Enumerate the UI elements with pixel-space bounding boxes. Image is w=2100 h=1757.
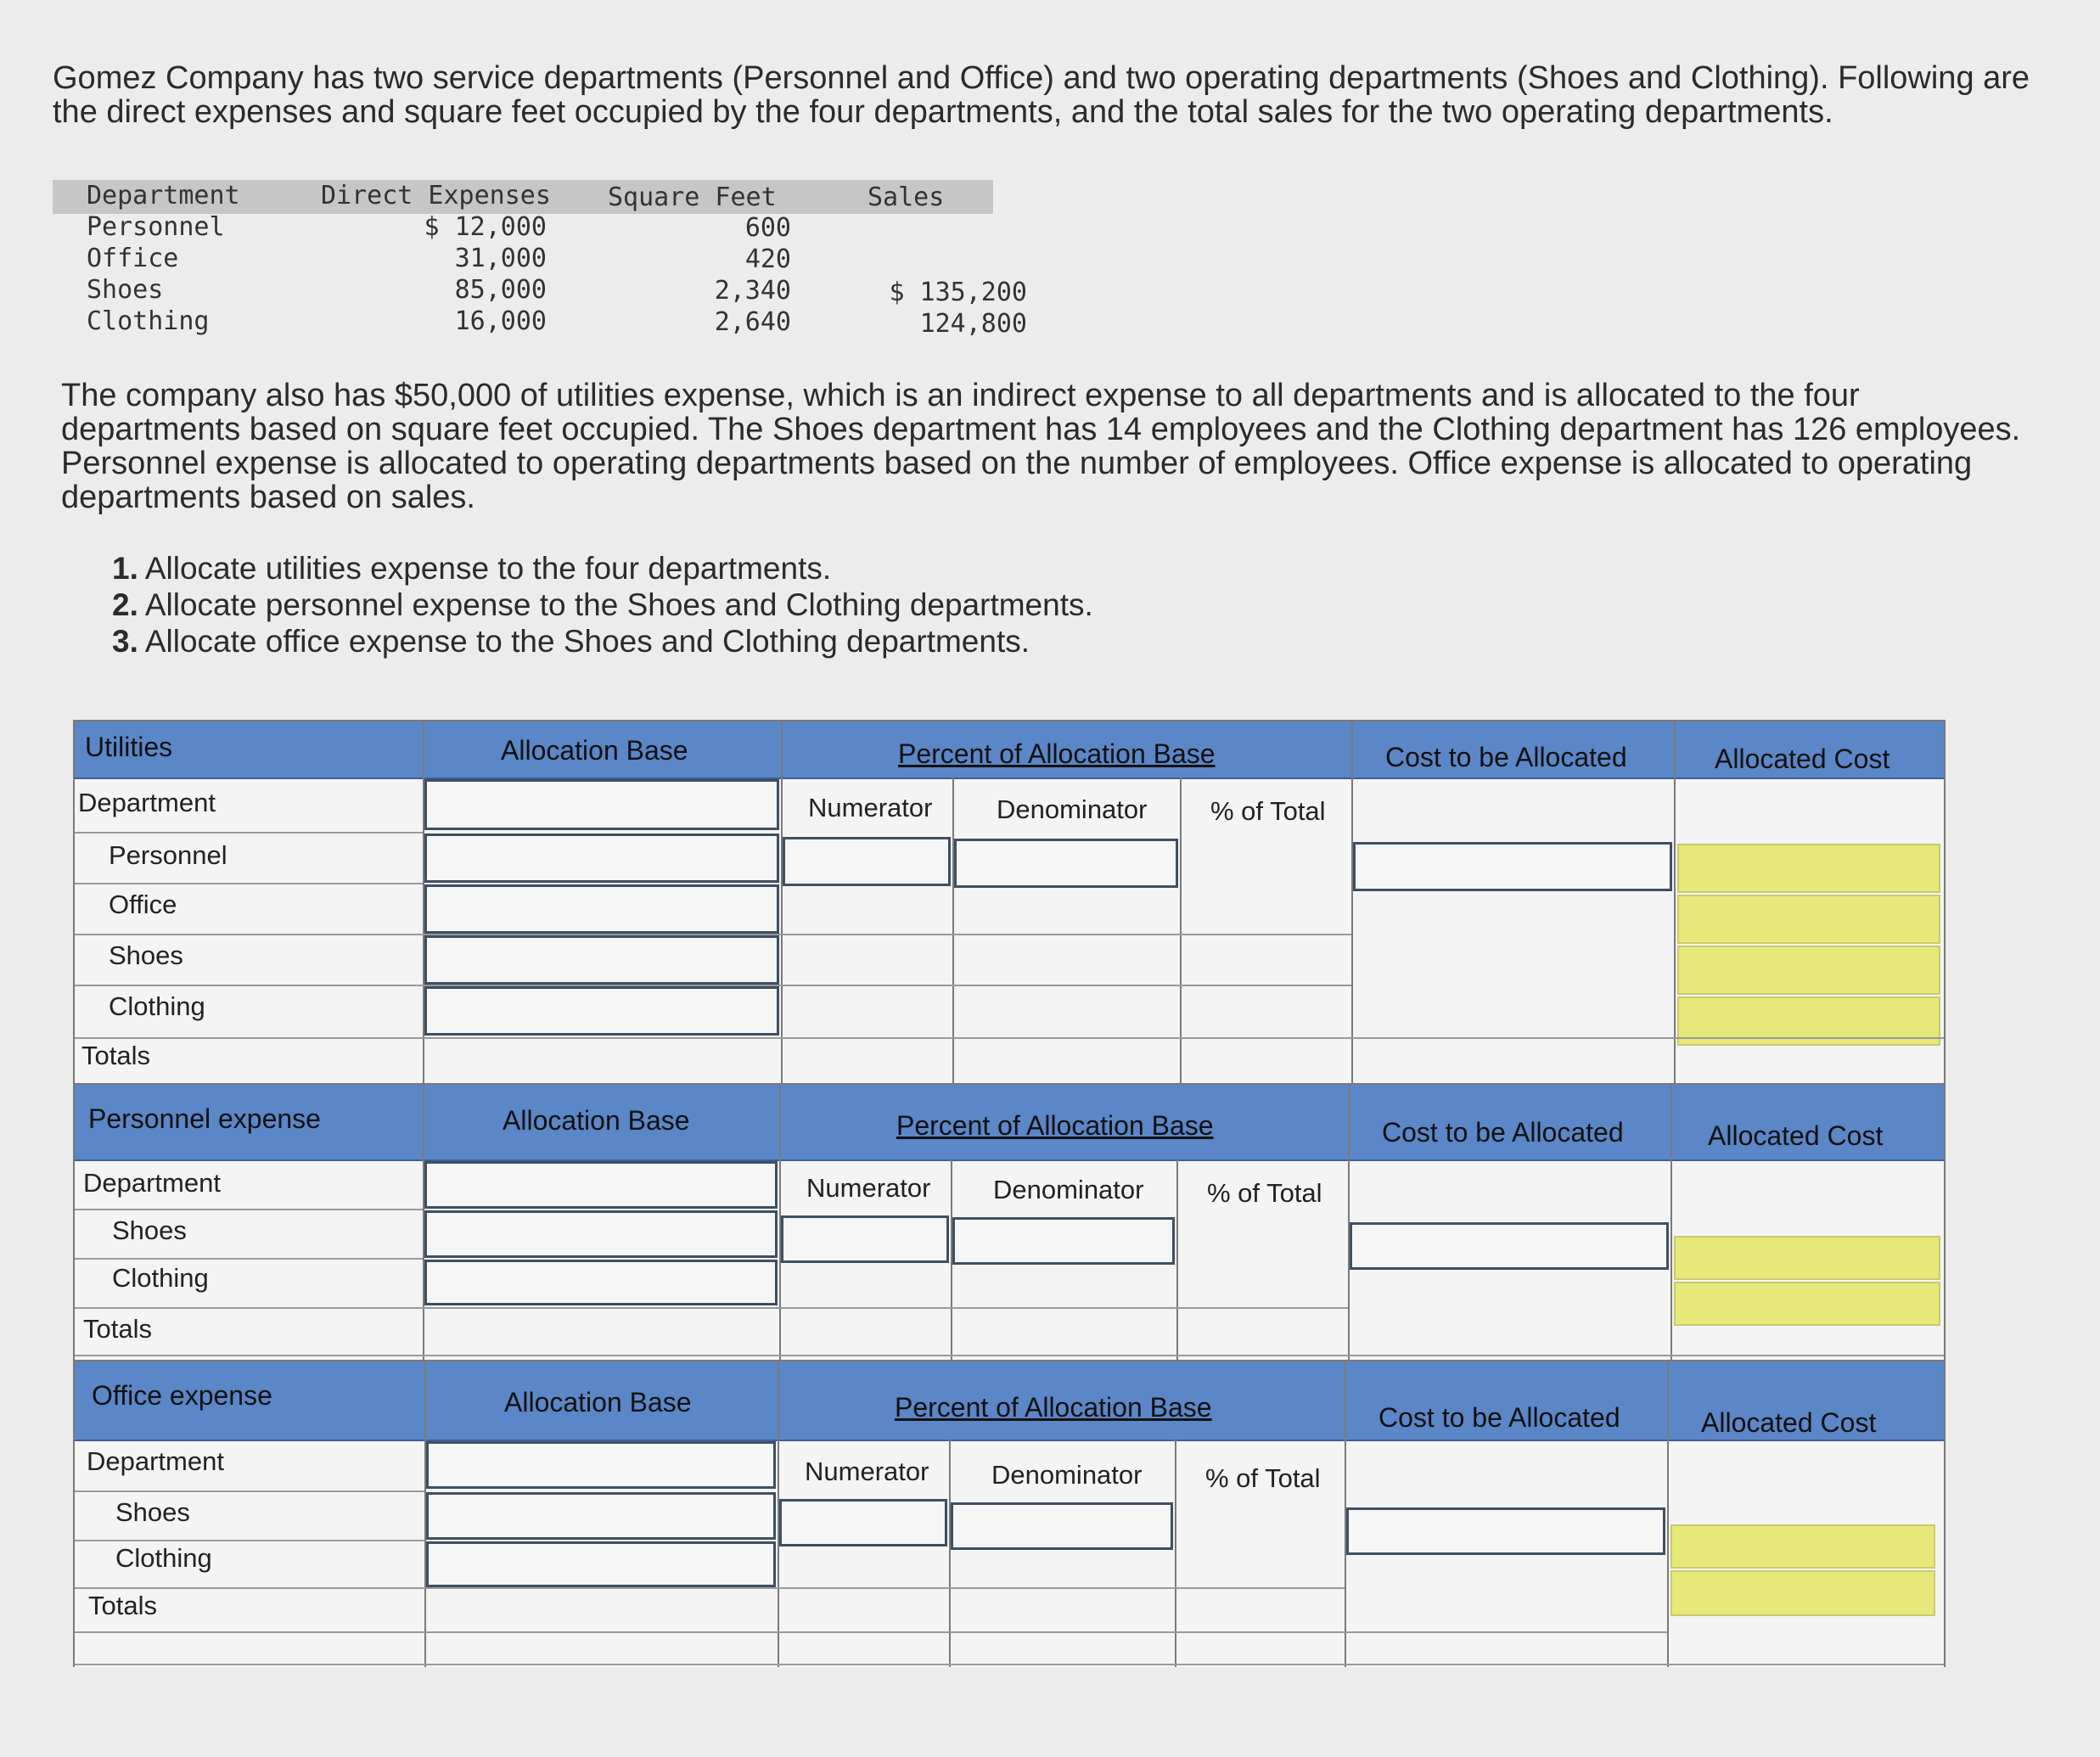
allocated-cost-output [1674, 1282, 1940, 1326]
allocation-base-input[interactable] [424, 1210, 778, 1258]
denominator-input[interactable] [951, 1502, 1173, 1550]
department-label: Department [83, 1168, 221, 1198]
row-direct-expenses: $ 12,000 [424, 212, 547, 242]
allocation-base-header: Allocation Base [501, 735, 688, 766]
section-header-band [75, 721, 1944, 779]
allocation-base-input[interactable] [424, 935, 779, 985]
numerator-label: Numerator [806, 1173, 931, 1203]
allocation-base-input[interactable] [424, 779, 779, 830]
dept-row-label: Shoes [109, 940, 183, 970]
dept-row-label: Shoes [115, 1497, 190, 1527]
dept-row-label: Clothing [115, 1543, 212, 1573]
row-direct-expenses: 16,000 [454, 306, 547, 336]
allocated-cost-output [1677, 844, 1940, 893]
task-number: 3. [112, 624, 138, 659]
dept-row-label: Clothing [109, 991, 205, 1021]
header-direct-expenses: Direct Expenses [321, 181, 551, 211]
denominator-label: Denominator [997, 794, 1148, 824]
allocated-cost-output [1670, 1524, 1935, 1569]
allocation-base-input[interactable] [426, 1492, 776, 1540]
dept-row-label: Personnel [109, 840, 227, 870]
allocated-cost-output [1677, 895, 1940, 944]
row-department: Shoes [87, 275, 164, 305]
numerator-label: Numerator [805, 1457, 929, 1486]
dept-row-label: Office [109, 890, 177, 919]
header-sales: Sales [868, 182, 945, 212]
row-sales: 124,800 [919, 309, 1027, 339]
pct-total-label: % of Total [1210, 796, 1326, 826]
intro-paragraph: Gomez Company has two service departments (Personnel and Office) and two operating departments (Shoes and Clothing). Following are the direct expenses and square feet occupied by the four departments, and the total sales for the two operating departments. [53, 60, 2030, 130]
section-title: Office expense [92, 1380, 272, 1411]
section-title: Utilities [85, 732, 173, 762]
numerator-input[interactable] [779, 1499, 947, 1546]
task-item [112, 587, 1093, 623]
cost-to-be-allocated-header: Cost to be Allocated [1378, 1402, 1620, 1433]
header-department: Department [87, 181, 240, 211]
section-header-band [75, 1085, 1944, 1161]
task-item [112, 623, 1093, 660]
cost-to-be-allocated-input[interactable] [1346, 1507, 1665, 1555]
row-square-feet: 600 [744, 213, 791, 243]
numerator-input[interactable] [783, 837, 951, 886]
row-square-feet: 2,640 [714, 307, 791, 337]
allocated-cost-output [1677, 946, 1940, 995]
allocated-cost-header: Allocated Cost [1701, 1407, 1877, 1438]
task-text: Allocate personnel expense to the Shoes and Clothing departments. [144, 587, 1093, 622]
task-item [112, 550, 1093, 587]
allocation-base-input[interactable] [424, 1161, 778, 1209]
task-number: 2. [112, 587, 138, 622]
allocation-base-input[interactable] [424, 986, 779, 1036]
row-direct-expenses: 31,000 [454, 244, 547, 273]
section-title: Personnel expense [88, 1103, 321, 1134]
dept-row-label: Clothing [112, 1263, 209, 1293]
task-text: Allocate utilities expense to the four departments. [144, 551, 832, 586]
section-header-band [75, 1361, 1944, 1441]
percent-of-base-header: Percent of Allocation Base [898, 738, 1216, 769]
cost-to-be-allocated-header: Cost to be Allocated [1385, 742, 1627, 772]
allocation-base-header: Allocation Base [503, 1105, 690, 1136]
pct-total-label: % of Total [1207, 1178, 1322, 1208]
allocated-cost-output [1674, 1236, 1940, 1280]
allocation-base-input[interactable] [426, 1541, 776, 1587]
row-department: Personnel [87, 212, 225, 242]
percent-of-base-header: Percent of Allocation Base [895, 1392, 1212, 1423]
totals-label: Totals [88, 1591, 157, 1620]
department-label: Department [78, 788, 216, 817]
utilities-worksheet [73, 720, 1946, 1092]
office-worksheet [73, 1360, 1946, 1667]
utilities-paragraph: The company also has $50,000 of utilities expense, which is an indirect expense to all departments and is allocated to the four departments based on square feet occupied. The Shoes department has 14 employees and the Clothing department has 126 employees. Personnel expense is allocated to operating departments based on the number of employees. Office expense is allocated to operating departments based on sales. [61, 378, 2021, 515]
totals-label: Totals [81, 1041, 150, 1070]
personnel-worksheet [73, 1083, 1946, 1373]
totals-label: Totals [83, 1314, 152, 1344]
row-square-feet: 420 [744, 244, 791, 274]
dept-row-label: Shoes [112, 1215, 187, 1245]
denominator-input[interactable] [954, 839, 1178, 888]
allocated-cost-output [1670, 1570, 1935, 1616]
header-square-feet: Square Feet [608, 182, 777, 212]
pct-total-label: % of Total [1205, 1463, 1321, 1493]
allocated-cost-header: Allocated Cost [1708, 1120, 1884, 1151]
row-sales: $ 135,200 [889, 278, 1027, 307]
allocated-cost-header: Allocated Cost [1715, 744, 1890, 774]
cost-to-be-allocated-header: Cost to be Allocated [1382, 1117, 1624, 1148]
allocation-base-header: Allocation Base [504, 1387, 692, 1417]
allocation-base-input[interactable] [424, 884, 779, 934]
task-number: 1. [112, 551, 138, 586]
row-square-feet: 2,340 [714, 276, 791, 306]
row-department: Office [87, 244, 179, 273]
department-label: Department [87, 1446, 224, 1476]
allocation-base-input[interactable] [424, 834, 779, 883]
denominator-input[interactable] [952, 1217, 1175, 1265]
task-list [112, 550, 1093, 660]
numerator-input[interactable] [781, 1215, 949, 1263]
allocation-base-input[interactable] [426, 1441, 776, 1489]
denominator-label: Denominator [991, 1460, 1143, 1490]
denominator-label: Denominator [993, 1175, 1144, 1204]
allocation-base-input[interactable] [424, 1260, 778, 1305]
cost-to-be-allocated-input[interactable] [1350, 1222, 1669, 1270]
row-direct-expenses: 85,000 [454, 275, 547, 305]
row-department: Clothing [87, 306, 210, 336]
task-text: Allocate office expense to the Shoes and Clothing departments. [144, 624, 1030, 659]
numerator-label: Numerator [808, 793, 933, 822]
cost-to-be-allocated-input[interactable] [1353, 842, 1672, 891]
percent-of-base-header: Percent of Allocation Base [896, 1110, 1214, 1141]
